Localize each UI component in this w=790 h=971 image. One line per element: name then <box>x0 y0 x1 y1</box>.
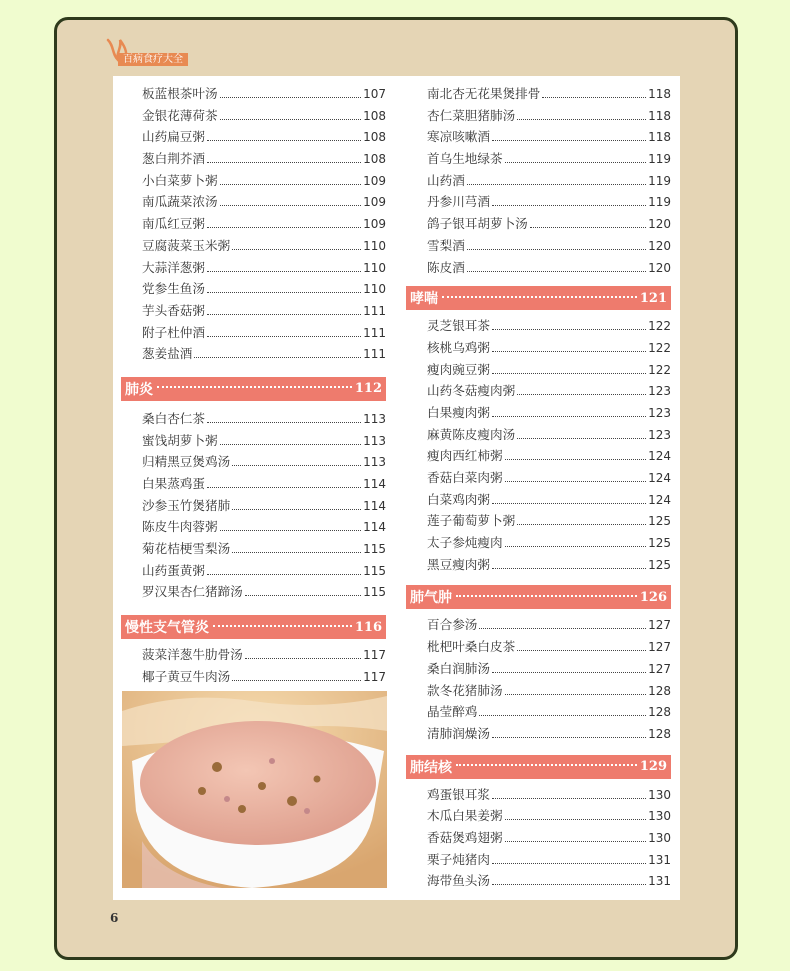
toc-entry-page: 108 <box>363 152 386 167</box>
toc-entry-page: 114 <box>363 477 386 491</box>
section-leader-dots <box>456 764 637 766</box>
toc-entry-title: 陈皮酒 <box>427 259 465 275</box>
toc-entry[interactable] <box>121 126 386 148</box>
toc-leader-dots <box>492 863 646 864</box>
toc-entry-title: 芋头香菇粥 <box>142 302 205 318</box>
toc-entry-title: 鸡蛋银耳浆 <box>427 786 490 802</box>
toc-entry-page: 110 <box>363 260 386 275</box>
toc-leader-dots <box>492 672 646 673</box>
toc-entry[interactable] <box>406 554 671 576</box>
toc-entry[interactable] <box>121 83 386 105</box>
toc-entry-title: 党参生鱼汤 <box>142 281 205 297</box>
toc-entry[interactable] <box>406 636 671 658</box>
toc-entry-title: 核桃乌鸡粥 <box>427 339 490 355</box>
toc-entry-title: 南北杏无花果煲排骨 <box>427 86 541 101</box>
toc-entry-title: 南瓜红豆粥 <box>142 216 205 232</box>
toc-leader-dots <box>517 119 646 120</box>
toc-entry-page: 108 <box>363 130 386 145</box>
toc-entry[interactable] <box>406 402 671 424</box>
toc-entry[interactable] <box>121 105 386 127</box>
toc-leader-dots <box>542 97 646 98</box>
toc-entry[interactable] <box>406 723 671 745</box>
toc-entry-title: 鸽子银耳胡萝卜汤 <box>427 216 528 232</box>
toc-entry[interactable] <box>406 701 671 723</box>
toc-leader-dots <box>194 357 361 358</box>
toc-entry-page: 125 <box>648 536 671 551</box>
toc-leader-dots <box>505 481 647 482</box>
toc-leader-dots <box>492 884 646 885</box>
toc-leader-dots <box>492 503 646 504</box>
toc-entry[interactable] <box>121 473 386 495</box>
toc-leader-dots <box>492 329 646 330</box>
toc-leader-dots <box>467 249 646 250</box>
toc-entry-title: 寒凉咳嗽酒 <box>427 129 490 145</box>
toc-entry[interactable] <box>406 510 671 532</box>
toc-entry-page: 128 <box>648 726 671 741</box>
toc-group-left-2 <box>121 408 386 603</box>
toc-entry-title: 菊花桔梗雪梨汤 <box>142 541 231 557</box>
toc-leader-dots <box>505 694 647 695</box>
toc-entry-page: 122 <box>648 319 671 334</box>
toc-entry-title: 瘦肉西红柿粥 <box>427 448 503 464</box>
toc-entry-title: 海带鱼头汤 <box>427 873 490 889</box>
toc-entry-title: 归精黑豆煲鸡汤 <box>142 454 231 470</box>
section-leader-dots <box>157 386 352 388</box>
toc-entry-title: 枇杷叶桑白皮茶 <box>427 639 516 655</box>
toc-entry[interactable] <box>406 315 671 337</box>
toc-entry-page: 115 <box>363 563 386 578</box>
toc-leader-dots <box>492 737 646 738</box>
toc-entry-page: 118 <box>648 87 671 101</box>
toc-entry-page: 113 <box>363 455 386 470</box>
section-header-xiaochuan[interactable] <box>406 286 671 310</box>
toc-entry-title: 首乌生地绿茶 <box>427 151 503 167</box>
toc-entry-page: 127 <box>648 640 671 655</box>
toc-leader-dots <box>492 416 646 417</box>
toc-entry-title: 陈皮牛肉蓉粥 <box>142 519 218 535</box>
toc-leader-dots <box>232 552 361 553</box>
toc-entry-title: 清肺润燥汤 <box>427 725 490 741</box>
toc-entry-title: 附子杜仲酒 <box>142 324 205 340</box>
toc-leader-dots <box>220 205 362 206</box>
toc-entry[interactable] <box>406 614 671 636</box>
toc-entry-page: 124 <box>648 492 671 507</box>
toc-entry-title: 菠菜洋葱牛肋骨汤 <box>142 647 243 663</box>
toc-entry[interactable] <box>121 495 386 517</box>
toc-entry[interactable] <box>406 489 671 511</box>
toc-entry-page: 123 <box>648 405 671 420</box>
toc-entry-title: 太子参炖瘦肉 <box>427 535 503 551</box>
toc-entry-page: 110 <box>363 282 386 297</box>
toc-entry-page: 111 <box>363 347 386 362</box>
section-page: 112 <box>354 381 382 397</box>
toc-group-right-1 <box>406 83 671 278</box>
toc-leader-dots <box>207 271 361 272</box>
toc-entry-page: 130 <box>648 830 671 845</box>
toc-leader-dots <box>517 524 646 525</box>
toc-entry-title: 百合参汤 <box>427 617 478 633</box>
toc-entry[interactable] <box>406 784 671 806</box>
toc-leader-dots <box>530 227 646 228</box>
toc-entry-page: 115 <box>363 585 386 600</box>
toc-entry-title: 款冬花猪肺汤 <box>427 682 503 698</box>
toc-entry-page: 110 <box>363 238 386 253</box>
toc-entry-title: 山药酒 <box>427 172 465 188</box>
toc-entry-title: 桑白杏仁茶 <box>142 410 205 426</box>
toc-entry-page: 122 <box>648 340 671 355</box>
toc-entry-page: 109 <box>363 173 386 188</box>
toc-entry-page: 113 <box>363 411 386 426</box>
toc-leader-dots <box>492 351 646 352</box>
toc-entry-title: 沙参玉竹煲猪肺 <box>142 497 231 513</box>
toc-leader-dots <box>505 819 647 820</box>
toc-entry[interactable] <box>406 870 671 892</box>
toc-leader-dots <box>220 530 362 531</box>
toc-leader-dots <box>505 459 647 460</box>
toc-entry[interactable] <box>406 380 671 402</box>
toc-entry[interactable] <box>121 451 386 473</box>
toc-entry[interactable] <box>121 170 386 192</box>
toc-entry-page: 109 <box>363 217 386 232</box>
toc-entry-page: 120 <box>648 238 671 253</box>
toc-leader-dots <box>207 487 361 488</box>
toc-entry[interactable] <box>406 532 671 554</box>
toc-entry[interactable] <box>406 849 671 871</box>
toc-leader-dots <box>232 465 361 466</box>
section-leader-dots <box>213 625 352 627</box>
toc-entry[interactable] <box>121 408 386 430</box>
section-header-feijiehe[interactable] <box>406 755 671 779</box>
toc-leader-dots <box>207 336 361 337</box>
toc-leader-dots <box>207 574 361 575</box>
toc-entry-title: 椰子黄豆牛肉汤 <box>142 668 231 684</box>
toc-entry-title: 南瓜蔬菜浓汤 <box>142 194 218 210</box>
toc-entry-page: 107 <box>363 87 386 101</box>
toc-entry-page: 130 <box>648 787 671 802</box>
toc-entry[interactable] <box>121 235 386 257</box>
toc-entry-page: 120 <box>648 217 671 232</box>
toc-entry[interactable] <box>121 560 386 582</box>
toc-entry-page: 127 <box>648 618 671 633</box>
toc-entry[interactable] <box>121 581 386 603</box>
toc-entry-page: 118 <box>648 130 671 145</box>
toc-entry-title: 麻黄陈皮瘦肉汤 <box>427 426 516 442</box>
toc-entry-title: 晶莹醉鸡 <box>427 704 478 720</box>
section-header-manxing[interactable] <box>121 615 386 639</box>
toc-leader-dots <box>479 715 646 716</box>
toc-entry-page: 119 <box>648 173 671 188</box>
toc-entry[interactable] <box>406 83 671 105</box>
toc-entry-page: 128 <box>648 683 671 698</box>
toc-entry-title: 板蓝根茶叶汤 <box>142 86 218 101</box>
toc-entry-title: 杏仁菜胆猪肺汤 <box>427 107 516 123</box>
toc-leader-dots <box>517 650 646 651</box>
toc-group-left-1 <box>121 83 386 365</box>
toc-leader-dots <box>220 119 362 120</box>
toc-entry-page: 119 <box>648 152 671 167</box>
toc-entry-title: 大蒜洋葱粥 <box>142 259 205 275</box>
toc-entry-page: 130 <box>648 809 671 824</box>
toc-entry[interactable] <box>121 278 386 300</box>
toc-leader-dots <box>479 628 646 629</box>
toc-entry[interactable] <box>121 257 386 279</box>
toc-entry-page: 114 <box>363 520 386 535</box>
toc-entry-page: 109 <box>363 195 386 210</box>
toc-entry-title: 瘦肉豌豆粥 <box>427 361 490 377</box>
toc-entry[interactable] <box>406 213 671 235</box>
toc-entry-title: 小白菜萝卜粥 <box>142 172 218 188</box>
toc-entry-title: 莲子葡萄萝卜粥 <box>427 513 516 529</box>
toc-entry-page: 111 <box>363 325 386 340</box>
toc-leader-dots <box>207 422 361 423</box>
toc-entry[interactable] <box>406 105 671 127</box>
section-title: 肺炎 <box>125 381 153 398</box>
toc-entry-title: 桑白润肺汤 <box>427 660 490 676</box>
toc-entry[interactable] <box>406 337 671 359</box>
toc-entry[interactable] <box>406 191 671 213</box>
toc-leader-dots <box>207 227 361 228</box>
toc-entry-title: 香菇白菜肉粥 <box>427 470 503 485</box>
toc-leader-dots <box>232 509 361 510</box>
toc-leader-dots <box>517 394 646 395</box>
toc-entry-title: 白果瘦肉粥 <box>427 404 490 420</box>
toc-leader-dots <box>207 292 361 293</box>
toc-entry-title: 木瓜白果姜粥 <box>427 808 503 824</box>
toc-entry-page: 114 <box>363 498 386 513</box>
toc-group-right-3 <box>406 614 671 744</box>
section-page: 129 <box>639 759 667 775</box>
toc-entry-page: 108 <box>363 108 386 123</box>
toc-leader-dots <box>467 271 646 272</box>
toc-entry-page: 125 <box>648 514 671 529</box>
toc-entry[interactable] <box>406 467 671 489</box>
toc-leader-dots <box>245 595 361 596</box>
toc-entry-page: 124 <box>648 471 671 485</box>
toc-leader-dots <box>220 444 362 445</box>
toc-entry-page: 117 <box>363 648 386 663</box>
toc-entry-title: 葱白荆芥酒 <box>142 151 205 167</box>
toc-entry[interactable] <box>121 538 386 560</box>
toc-entry-page: 113 <box>363 433 386 448</box>
toc-entry-title: 豆腐菠菜玉米粥 <box>142 237 231 253</box>
toc-entry-title: 罗汉果杏仁猪蹄汤 <box>142 584 243 600</box>
toc-entry-title: 丹参川芎酒 <box>427 194 490 210</box>
toc-leader-dots <box>492 205 646 206</box>
toc-entry-page: 115 <box>363 542 386 557</box>
toc-entry[interactable] <box>406 445 671 467</box>
toc-leader-dots <box>232 680 361 681</box>
toc-group-left-3 <box>121 644 386 687</box>
toc-leader-dots <box>220 97 362 98</box>
toc-leader-dots <box>207 162 361 163</box>
toc-leader-dots <box>220 184 362 185</box>
toc-entry-title: 山药冬菇瘦肉粥 <box>427 383 516 399</box>
toc-entry-title: 灵芝银耳茶 <box>427 318 490 334</box>
toc-entry[interactable] <box>406 827 671 849</box>
toc-leader-dots <box>245 658 361 659</box>
toc-entry[interactable] <box>121 666 386 688</box>
section-header-feiyan[interactable] <box>121 377 386 401</box>
book-brand: 百病食疗大全 <box>118 53 188 66</box>
toc-leader-dots <box>232 249 361 250</box>
toc-leader-dots <box>467 184 646 185</box>
toc-entry-page: 127 <box>648 661 671 676</box>
toc-entry-title: 栗子炖猪肉 <box>427 851 490 867</box>
toc-entry[interactable] <box>406 658 671 680</box>
toc-entry[interactable] <box>406 805 671 827</box>
toc-leader-dots <box>492 373 646 374</box>
section-title: 慢性支气管炎 <box>125 620 209 637</box>
toc-leader-dots <box>505 841 647 842</box>
section-title: 哮喘 <box>410 291 438 308</box>
toc-entry-page: 111 <box>363 303 386 318</box>
toc-entry[interactable] <box>406 170 671 192</box>
toc-leader-dots <box>207 140 361 141</box>
toc-entry[interactable] <box>406 235 671 257</box>
toc-leader-dots <box>505 546 647 547</box>
toc-entry-page: 123 <box>648 384 671 399</box>
toc-entry[interactable] <box>121 322 386 344</box>
toc-entry-page: 125 <box>648 557 671 572</box>
toc-group-right-4 <box>406 784 671 892</box>
section-header-feiqizhong[interactable] <box>406 585 671 609</box>
toc-entry-title: 葱姜盐酒 <box>142 346 193 362</box>
toc-entry[interactable] <box>121 191 386 213</box>
toc-entry-page: 119 <box>648 195 671 210</box>
section-leader-dots <box>456 595 637 597</box>
toc-entry-page: 118 <box>648 108 671 123</box>
section-title: 肺结核 <box>410 759 452 776</box>
toc-entry-page: 120 <box>648 260 671 275</box>
toc-entry[interactable] <box>406 424 671 446</box>
toc-entry[interactable] <box>121 644 386 666</box>
section-page: 121 <box>639 290 667 306</box>
toc-entry-page: 123 <box>648 427 671 442</box>
toc-entry-title: 白菜鸡肉粥 <box>427 491 490 507</box>
toc-leader-dots <box>207 314 361 315</box>
toc-entry-title: 白果蒸鸡蛋 <box>142 476 205 491</box>
toc-entry-page: 131 <box>648 852 671 867</box>
toc-entry-title: 蜜饯胡萝卜粥 <box>142 432 218 448</box>
toc-entry[interactable] <box>406 126 671 148</box>
toc-leader-dots <box>492 140 646 141</box>
toc-entry[interactable] <box>406 257 671 279</box>
toc-entry[interactable] <box>121 148 386 170</box>
toc-entry[interactable] <box>121 343 386 365</box>
toc-entry-title: 金银花薄荷茶 <box>142 107 218 123</box>
toc-entry-title: 山药蛋黄粥 <box>142 562 205 578</box>
toc-entry-title: 山药扁豆粥 <box>142 129 205 145</box>
toc-left-column <box>121 83 386 688</box>
toc-entry-page: 128 <box>648 705 671 720</box>
toc-leader-dots <box>492 568 646 569</box>
toc-entry[interactable] <box>121 300 386 322</box>
section-page: 126 <box>639 589 667 605</box>
toc-entry-title: 黑豆瘦肉粥 <box>427 556 490 572</box>
toc-entry[interactable] <box>406 680 671 702</box>
toc-entry-page: 124 <box>648 449 671 464</box>
toc-entry-title: 雪梨酒 <box>427 237 465 253</box>
toc-entry[interactable] <box>121 213 386 235</box>
porridge-bowl-photo <box>122 691 387 888</box>
toc-leader-dots <box>517 438 646 439</box>
toc-entry[interactable] <box>406 148 671 170</box>
toc-leader-dots <box>492 798 646 799</box>
toc-group-right-2 <box>406 315 671 575</box>
toc-entry-page: 131 <box>648 874 671 889</box>
section-leader-dots <box>442 296 637 298</box>
toc-entry[interactable] <box>406 359 671 381</box>
toc-leader-dots <box>505 162 647 163</box>
section-title: 肺气肿 <box>410 590 452 607</box>
toc-entry-page: 117 <box>363 669 386 684</box>
section-page: 116 <box>354 619 382 635</box>
toc-entry-title: 香菇煲鸡翅粥 <box>427 829 503 845</box>
toc-entry[interactable] <box>121 516 386 538</box>
toc-entry-page: 122 <box>648 362 671 377</box>
toc-entry[interactable] <box>121 430 386 452</box>
toc-right-column <box>406 83 671 892</box>
page-number: 6 <box>110 911 119 925</box>
